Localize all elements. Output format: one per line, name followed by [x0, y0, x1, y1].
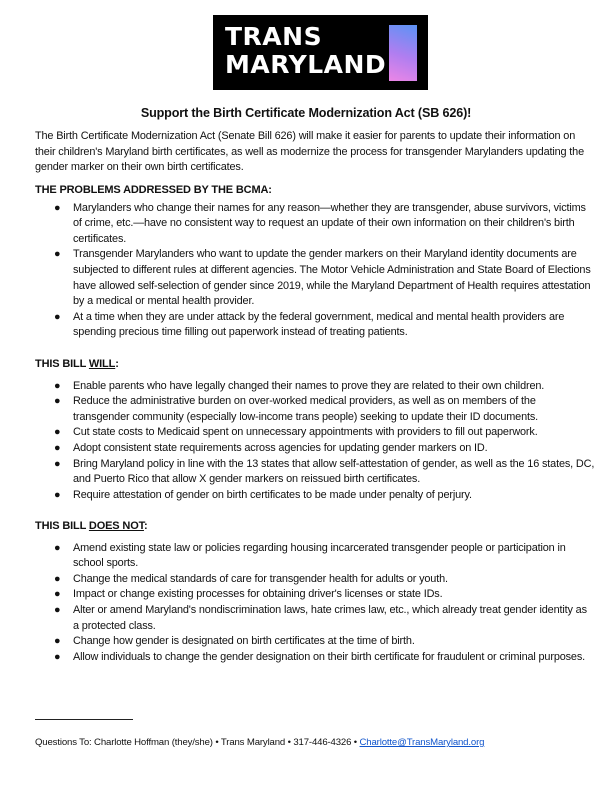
problems-list	[35, 201, 595, 341]
logo-line-1: TRANS	[225, 22, 323, 51]
list-item	[35, 247, 595, 309]
footer-contact	[35, 735, 484, 751]
list-item-text: Cut state costs to Medicaid spent on unnecessary appointments with providers to fill out paperwork.	[73, 426, 538, 439]
list-item	[35, 541, 595, 572]
bullet-icon: ●	[54, 635, 61, 648]
problems-section	[35, 183, 595, 341]
list-item-text: At a time when they are under attack by the federal government, medical and mental health providers are spending precious time filling out paperwork instead of treating patients.	[73, 310, 565, 339]
will-section	[35, 357, 595, 503]
list-item	[35, 603, 595, 634]
heading-emphasis: WILL	[88, 358, 116, 370]
problems-heading: THE PROBLEMS ADDRESSED BY THE BCMA:	[35, 184, 272, 196]
list-item-text: Require attestation of gender on birth certificates to be made under penalty of perjury.	[73, 488, 472, 501]
heading-prefix: THIS BILL	[35, 358, 89, 370]
list-item-text: Marylanders who change their names for any reason—whether they are transgender, abuse survivors, victims of crime, etc.—have no consistent way to request an update of their own information on their children's birth certificates.	[73, 201, 586, 245]
page-title: Support the Birth Certificate Modernization Act (SB 626)!	[140, 106, 472, 120]
bullet-icon: ●	[54, 395, 61, 408]
does-not-section	[35, 519, 595, 665]
list-item	[35, 572, 595, 588]
intro-paragraph: The Birth Certificate Modernization Act (Senate Bill 626) will make it easier for parents to update their information on their children's Maryland birth certificates, as well as modernize the process for transgender Marylanders updating the gender marker on their own birth certificates.	[35, 130, 585, 174]
heading-suffix: :	[115, 358, 119, 370]
bullet-icon: ●	[54, 603, 61, 616]
heading-suffix: :	[143, 520, 148, 532]
bullet-icon: ●	[54, 488, 61, 501]
bullet-icon: ●	[54, 441, 61, 454]
list-item-text: Enable parents who have legally changed their names to prove they are related to their own children.	[73, 379, 545, 392]
footnote-divider	[35, 719, 133, 720]
list-item-text: Allow individuals to change the gender designation on their birth certificate for fraudulent or criminal purposes.	[73, 650, 586, 663]
does-not-heading	[35, 519, 595, 535]
list-item	[35, 457, 595, 488]
list-item	[35, 310, 595, 341]
heading-prefix: THIS BILL	[35, 520, 89, 532]
list-item-text: Adopt consistent state requirements across agencies for updating gender markers on ID.	[73, 441, 488, 454]
bullet-icon: ●	[54, 572, 61, 585]
list-item-text: Reduce the administrative burden on over-worked medical providers, as well as on members of the transgender community (especially low-income trans people) seeking to update their ID documents.	[73, 395, 539, 423]
logo-line-2: MARYLAND	[225, 50, 387, 79]
list-item-text: Bring Maryland policy in line with the 13 states that allow self-attestation of gender, as well as the 16 states, DC, and Puerto Rico that allow X gender markers on reissued birth certificates.	[73, 457, 595, 486]
list-item	[35, 634, 595, 650]
list-item-text: Alter or amend Maryland's nondiscrimination laws, hate crimes law, etc., which already treat gender identity as a protected class.	[73, 603, 587, 632]
footer-text: Questions To: Charlotte Hoffman (they/she) • Trans Maryland • 317-446-4326 •	[35, 737, 360, 748]
list-item	[35, 394, 595, 425]
bullet-icon: ●	[54, 650, 61, 663]
list-item	[35, 587, 595, 603]
bullet-icon: ●	[54, 588, 61, 601]
logo-gradient-block	[389, 25, 417, 81]
bullet-icon: ●	[54, 379, 61, 392]
list-item-text: Impact or change existing processes for obtaining driver's licenses or state IDs.	[73, 588, 443, 601]
list-item	[35, 379, 595, 395]
list-item-text: Change the medical standards of care for transgender health for adults or youth.	[73, 572, 448, 585]
list-item	[35, 425, 595, 441]
trans-maryland-logo	[213, 15, 428, 90]
list-item-text: Transgender Marylanders who want to update the gender markers on their Maryland identity documents are subjected to different rules at different agencies. The Motor Vehicle Administration and State Board of Elections have allowed self-selection of gender since 2019, while the Maryland Department of Health requires attestation by a medical or mental health provider.	[73, 248, 591, 308]
bullet-icon: ●	[54, 248, 61, 261]
bullet-icon: ●	[54, 310, 61, 323]
list-item-text: Amend existing state law or policies regarding housing incarcerated transgender people or participation in school sports.	[73, 541, 566, 570]
bullet-icon: ●	[54, 426, 61, 439]
list-item	[35, 650, 595, 666]
email-link[interactable]: Charlotte@TransMaryland.org	[359, 737, 485, 748]
list-item	[35, 441, 595, 457]
bullet-icon: ●	[54, 201, 61, 214]
will-list	[35, 379, 595, 504]
heading-emphasis: DOES NOT	[88, 520, 144, 532]
bullet-icon: ●	[54, 541, 61, 554]
list-item	[35, 488, 595, 504]
list-item	[35, 201, 595, 248]
list-item-text: Change how gender is designated on birth certificates at the time of birth.	[73, 635, 415, 648]
does-not-list	[35, 541, 595, 666]
bullet-icon: ●	[54, 457, 61, 470]
will-heading	[35, 357, 595, 373]
